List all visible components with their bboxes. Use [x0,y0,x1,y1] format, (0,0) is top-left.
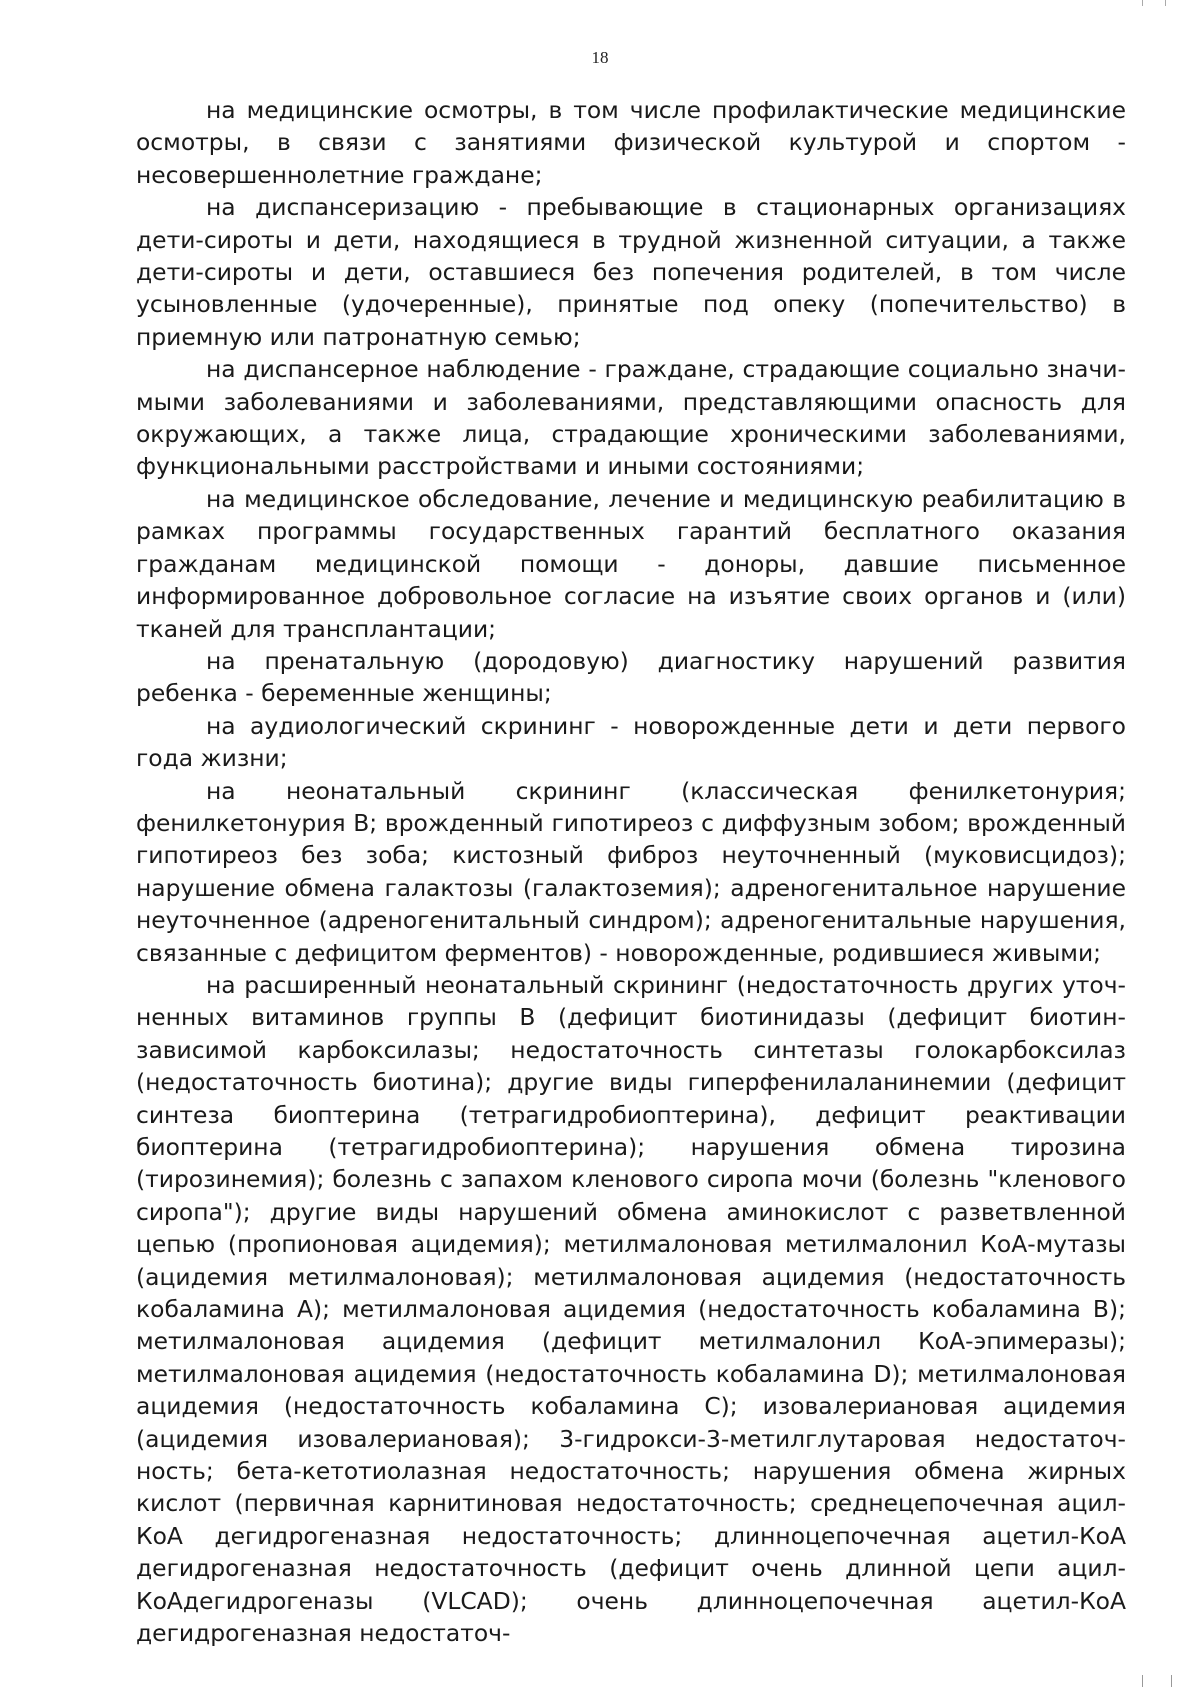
paragraph-audiological-screening: на аудиологический скрининг - новорожденные дети и дети первого года жизни; [136,711,1126,773]
scan-edge-mark [1142,1675,1172,1687]
paragraph-donor-examination: на медицинское обследование, лечение и медицинскую реабилитацию в рамках программы государственных гарантий бесплатного оказания гражданам медицинской помощи - доноры, давшие письменное информированное добровольное согласие на изъятие своих органов и (или) тканей для трансплантации; [136,484,1126,643]
paragraph-extended-neonatal-screening: на расширенный неонатальный скрининг (недостаточность других уточненных витаминов группы В (дефицит биотинидазы (дефицит биотин-зависимой карбоксилазы; недостаточность синтетазы голокарбоксилаз (недостаточность биотина); другие виды гиперфенилаланинемии (дефицит синтеза биоптерина (тетрагидробиоптерина), дефицит реактивации биоптерина (тетрагидробиоптерина); нарушения обмена тирозина (тирозинемия); болезнь с запахом кленового сиропа мочи (болезнь "кленового сиропа"); другие виды нарушений обмена аминокислот с разветвленной цепью (пропионовая ацидемия); метилмалоновая метилмалонил КоА-мутазы (ацидемия метилмалоновая); метилмалоновая ацидемия (недостаточность кобаламина А); метилмалоновая ацидемия (недостаточность кобаламина В); метилмалоновая ацидемия (дефицит метилмалонил КоА-эпимеразы); метилмалоновая ацидемия (недостаточность кобаламина D); метилмалоновая ацидемия (недостаточность кобаламина С); изовалериановая ацидемия (ацидемия изовалериановая); 3-гидрокси-3-метилглутаровая недостаточность; бета-кетотиолазная недостаточность; нарушения обмена жирных кислот (первичная карнитиновая недостаточность; среднецепочечная ацил-КоА дегидрогеназная недостаточность; длинноцепочечная ацетил-КоА дегидрогеназная недостаточность (дефицит очень длинной цепи ацил-КоАдегидрогеназы (VLCAD); очень длинноцепочечная ацетил-КоА дегидрогеназная недостаточ- [136,970,1126,1648]
paragraph-dispensary-observation: на диспансерное наблюдение - граждане, страдающие социально значимыми заболеваниями и заболеваниями, представляющими опасность для окружающих, а также лица, страдающие хроническими заболеваниями, функциональными расстройствами и иными состояниями; [136,355,1126,481]
paragraph-dispensarization: на диспансеризацию - пребывающие в стационарных организациях дети-сироты и дети, находящиеся в трудной жизненной ситуации, а также дети-сироты и дети, оставшиеся без попечения родителей, в том числе усыновленные (удочеренные), принятые под опеку (попечительство) в приемную или патронатную семью; [136,193,1126,351]
paragraph-medical-examinations: на медицинские осмотры, в том числе профилактические медицинские осмотры, в связи с занятиями физической культурой и спортом - несовершеннолетние граждане; [136,96,1126,189]
page-number: 18 [591,48,609,67]
document-body [136,94,1126,1650]
scan-edge-mark [1142,0,1166,6]
paragraph-neonatal-screening: на неонатальный скрининг (классическая фенилкетонурия; фенилкетонурия В; врожденный гипотиреоз с диффузным зобом; врожденный гипотиреоз без зоба; кистозный фиброз неуточненный (муковисцидоз); нарушение обмена галактозы (галактоземия); адреногенитальное нарушение неуточненное (адреногенитальный синдром); адреногенитальные нарушения, связанные с дефицитом ферментов) - новорожденные, родившиеся живыми; [136,776,1126,967]
paragraph-prenatal-diagnostics: на пренатальную (дородовую) диагностику нарушений развития ребенка - беременные женщины; [136,646,1126,708]
